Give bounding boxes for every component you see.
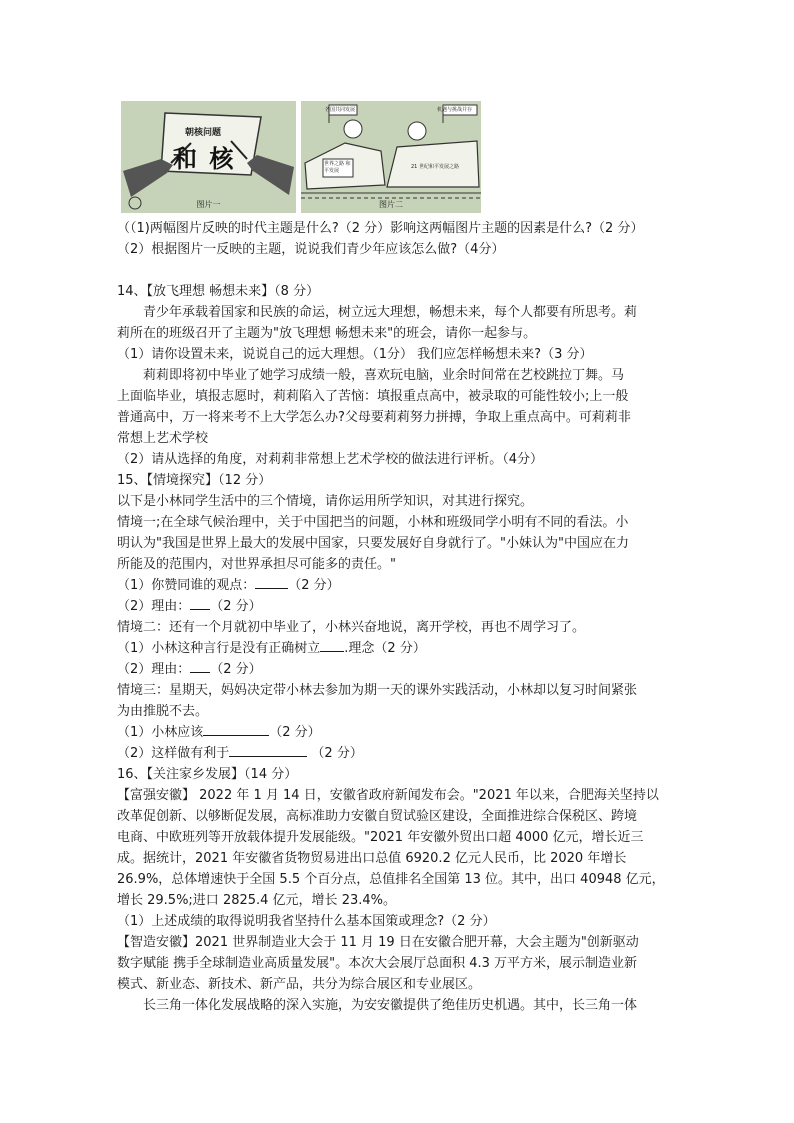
q14-story-line4: 常想上艺术学校 [117, 431, 209, 446]
q14-story-line1: 莉莉即将初中毕业了她学习成绩一般，喜欢玩电脑，业余时间常在艺校跳拉丁舞。马 [143, 368, 625, 383]
q16-para1-line3: 电商、中欧班列等开放载体提升发展能级。"2021 年安徽外贸出口超 4000 亿元，增长近三 [117, 830, 644, 845]
q16-para2-line1: 【智造安徽】2021 世界制造业大会于 11 月 19 日在安徽合肥开幕，大会主题为"创新驱动 [117, 935, 639, 950]
cartoon-train-ship-illustration [301, 101, 481, 213]
q16-question1: （1）上述成绩的取得说明我省坚持什么基本国策或理念?（2 分） [117, 914, 496, 929]
answer-blank[interactable] [255, 576, 288, 589]
q16-para1-line6: 增长 29.5%;进口 2825.4 亿元，增长 23.4%。 [117, 893, 396, 908]
q14-story-line2: 上面临毕业，填报志愿时，莉莉陷入了苦恼：填报重点高中，被录取的可能性较小;上一般 [117, 389, 629, 404]
q16-para3-line1: 长三角一体化发展战略的深入实施，为安安徽提供了绝佳历史机遇。其中，长三角一体 [143, 998, 638, 1013]
q13-part2: （2）根据图片一反映的主题，说说我们青少年应该怎么做?（4分） [117, 242, 505, 257]
q15-s2-q2-prefix: （2）理由： [117, 662, 191, 677]
picture-two-flag-text: 各国共同发展 [325, 107, 356, 113]
q15-scenario1-line3: 所能及的范围内，对世界承担尽可能多的责任。" [117, 557, 396, 572]
q16-para1-line4: 成。据统计，2021 年安徽省货物贸易进出口总值 6920.2 亿元人民币，比 2020 年增长 [117, 851, 627, 866]
q15-scenario2-q1 [117, 638, 682, 659]
q15-s2-q1-suffix: .理念（2 分） [344, 641, 426, 656]
q14-story-line3: 普通高中，万一将来考不上大学怎么办?父母要莉莉努力拼搏，争取上重点高中。可莉莉非 [117, 410, 631, 425]
answer-blank[interactable] [203, 723, 269, 736]
q16-para2-line3: 模式、新业态、新技术、新产品，共分为综合展区和专业展区。 [117, 977, 482, 992]
q15-scenario2-q2 [117, 659, 682, 680]
answer-blank[interactable] [229, 744, 307, 757]
picture-one-sign-text: 朝核问题 [185, 128, 222, 138]
q15-s2-q2-suffix: （2 分） [210, 662, 262, 677]
picture-two-train-text: 世界之路 和平发展 [324, 161, 351, 174]
spacer [117, 260, 682, 281]
picture-one-writing: 和 核 [173, 144, 236, 173]
q15-s1-q2-prefix: （2）理由： [117, 599, 191, 614]
q14-sub1: （1）请你设置未来，说说自己的远大理想。（1分） 我们应怎样畅想未来?（3 分） [117, 347, 593, 362]
picture-two [301, 101, 481, 213]
q15-s3-q1-prefix: （1）小林应该 [117, 725, 204, 740]
q15-scenario3-q1 [117, 722, 682, 743]
q14-intro-line2: 莉所在的班级召开了主题为"放飞理想 畅想未来"的班会，请你一起参与。 [117, 326, 537, 341]
q15-scenario2-line1: 情境二：还有一个月就初中毕业了，小林兴奋地说，离开学校，再也不周学习了。 [117, 620, 586, 635]
q15-scenario1-line1: 情境一;在全球气候治理中，关于中国把当的问题，小林和班级同学小明有不同的看法。小 [117, 515, 629, 530]
q15-s3-q2-suffix: （2 分） [307, 746, 363, 761]
q15-scenario3-q2 [117, 743, 682, 764]
answer-blank[interactable] [190, 597, 210, 610]
q15-s1-q2-suffix: （2 分） [210, 599, 262, 614]
q13-part1: （（1)两幅图片反映的时代主题是什么?（2 分）影响这两幅图片主题的因素是什么?（2 分） [117, 221, 644, 236]
q15-scenario1-line2: 明认为"我国是世界上最大的发展中国家，只要发展好自身就行了。"小妹认为"中国应在力 [117, 536, 629, 551]
picture-two-caption: 图片二 [379, 200, 403, 209]
picture-one [121, 101, 296, 213]
answer-blank[interactable] [190, 660, 210, 673]
q15-s3-q1-suffix: （2 分） [269, 725, 321, 740]
picture-two-ship-text: 21 世纪和平发展之路 [411, 164, 459, 170]
q14-title: 14、【放飞理想 畅想未来】（8 分） [117, 284, 320, 299]
picture-one-caption: 图片一 [196, 200, 221, 209]
q14-intro-line1: 青少年承载着国家和民族的命运，树立远大理想，畅想未来，每个人都要有所思考。莉 [143, 305, 638, 320]
q15-s2-q1-prefix: （1）小林这种言行是没有正确树立 [117, 641, 321, 656]
q15-scenario3-line1: 情境三：星期天，妈妈决定带小林去参加为期一天的课外实践活动，小林却以复习时间紧张 [117, 683, 638, 698]
q15-s1-q1-prefix: （1）你赞同谁的观点： [117, 578, 256, 593]
question-content [117, 218, 682, 1016]
q16-para1-line2: 改革促创新、以够断促发展，高标准助力安徽自贸试验区建设，全面推进综合保税区、跨境 [117, 809, 638, 824]
q16-title: 16、【关注家乡发展】（14 分） [117, 767, 298, 782]
answer-blank[interactable] [320, 639, 344, 652]
q15-scenario1-q1 [117, 575, 682, 596]
q16-para1-line1: 【富强安徽】 2022 年 1 月 14 日，安徽省政府新闻发布会。"2021 年以来，合肥海关坚持以 [117, 788, 659, 803]
q15-s3-q2-prefix: （2）这样做有利于 [117, 746, 230, 761]
q15-intro: 以下是小林同学生活中的三个情境，请你运用所学知识，对其进行探究。 [117, 494, 534, 509]
q15-scenario1-q2 [117, 596, 682, 617]
picture-two-banner-text: 机遇与挑战并存 [437, 107, 473, 113]
q16-para2-line2: 数字赋能 携手全球制造业高质量发展"。本次大会展厅总面积 4.3 万平方米，展示制造业新 [117, 956, 638, 971]
q15-scenario3-line2: 为由推脱不去。 [117, 704, 209, 719]
q16-para1-line5: 26.9%，总体增速快于全国 5.5 个百分点，总值排名全国第 13 位。其中，出口 40948 亿元， [117, 872, 665, 887]
q14-sub2: （2）请从选择的角度，对莉莉非常想上艺术学校的做法进行评析。（4分） [117, 452, 544, 467]
q15-title: 15、【情境探究】（12 分） [117, 473, 272, 488]
q15-s1-q1-suffix: （2 分） [288, 578, 340, 593]
figure-row [121, 101, 481, 213]
